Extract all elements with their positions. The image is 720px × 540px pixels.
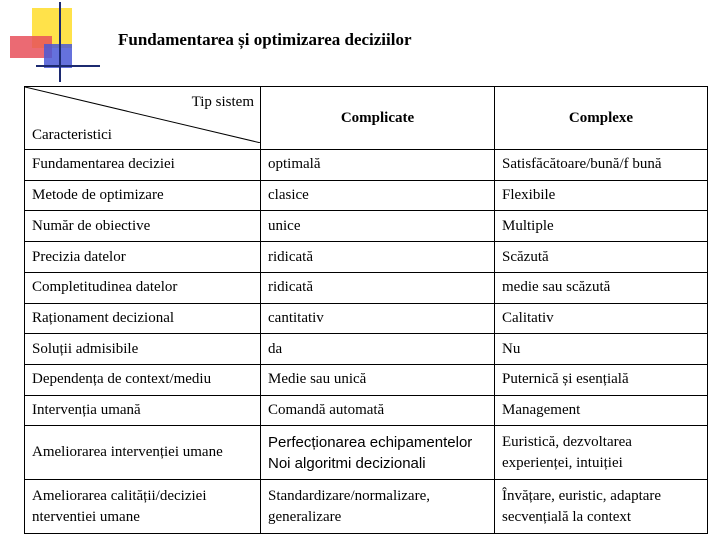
complexe-cell: Euristică, dezvoltarea experienței, intuiției (495, 426, 708, 480)
row-label-cell: Fundamentarea deciziei (25, 150, 261, 181)
complexe-cell: Flexibile (495, 180, 708, 211)
row-label-cell: Număr de obiective (25, 211, 261, 242)
complexe-cell: Multiple (495, 211, 708, 242)
complicate-cell: Medie sau unică (261, 365, 495, 396)
complexe-cell: Management (495, 395, 708, 426)
complexe-cell: Satisfăcătoare/bună/f bună (495, 150, 708, 181)
column-header-complicate: Complicate (261, 87, 495, 150)
table-row (25, 272, 708, 303)
row-label-cell: Completitudinea datelor (25, 272, 261, 303)
complicate-cell: ridicată (261, 272, 495, 303)
comparison-table (24, 86, 708, 534)
complicate-cell-line: Perfecționarea echipamentelor (268, 433, 473, 451)
row-label-cell: Dependența de context/mediu (25, 365, 261, 396)
table-row (25, 480, 708, 534)
table-row (25, 180, 708, 211)
table-row (25, 334, 708, 365)
complicate-cell: optimală (261, 150, 495, 181)
table-row (25, 211, 708, 242)
slide-title: Fundamentarea și optimizarea deciziilor (118, 30, 412, 49)
complexe-cell: Calitativ (495, 303, 708, 334)
complexe-cell: Scăzută (495, 242, 708, 273)
corner-header-cell (25, 87, 261, 150)
complicate-cell-line: Noi algoritmi decizionali (268, 454, 426, 472)
table-row (25, 426, 708, 480)
complexe-cell: Puternică și esențială (495, 365, 708, 396)
complexe-cell: medie sau scăzută (495, 272, 708, 303)
complicate-cell: cantitativ (261, 303, 495, 334)
column-header-complexe: Complexe (495, 87, 708, 150)
complexe-cell: Învățare, euristic, adaptare secvențială la context (495, 480, 708, 534)
row-label-cell: Raționament decizional (25, 303, 261, 334)
complicate-cell (261, 426, 495, 480)
row-label-cell: Precizia datelor (25, 242, 261, 273)
complicate-cell: unice (261, 211, 495, 242)
complicate-cell: Comandă automată (261, 395, 495, 426)
complexe-cell: Nu (495, 334, 708, 365)
row-label-cell: Soluții admisibile (25, 334, 261, 365)
row-label-cell: Metode de optimizare (25, 180, 261, 211)
table-header-row (25, 87, 708, 150)
table-row (25, 395, 708, 426)
decorative-logo-graphic (0, 0, 100, 85)
row-label-cell: Ameliorarea calității/deciziei nterventiei umane (25, 480, 261, 534)
table-row (25, 150, 708, 181)
complicate-cell: Standardizare/normalizare, generalizare (261, 480, 495, 534)
table-row (25, 365, 708, 396)
complicate-cell: da (261, 334, 495, 365)
complicate-cell: clasice (261, 180, 495, 211)
row-label-cell: Intervenția umană (25, 395, 261, 426)
row-label-cell: Ameliorarea intervenției umane (25, 426, 261, 480)
corner-label-tip-sistem: Tip sistem (191, 94, 254, 110)
table-row (25, 242, 708, 273)
corner-label-caracteristici: Caracteristici (32, 127, 112, 143)
complicate-cell: ridicată (261, 242, 495, 273)
table-row (25, 303, 708, 334)
